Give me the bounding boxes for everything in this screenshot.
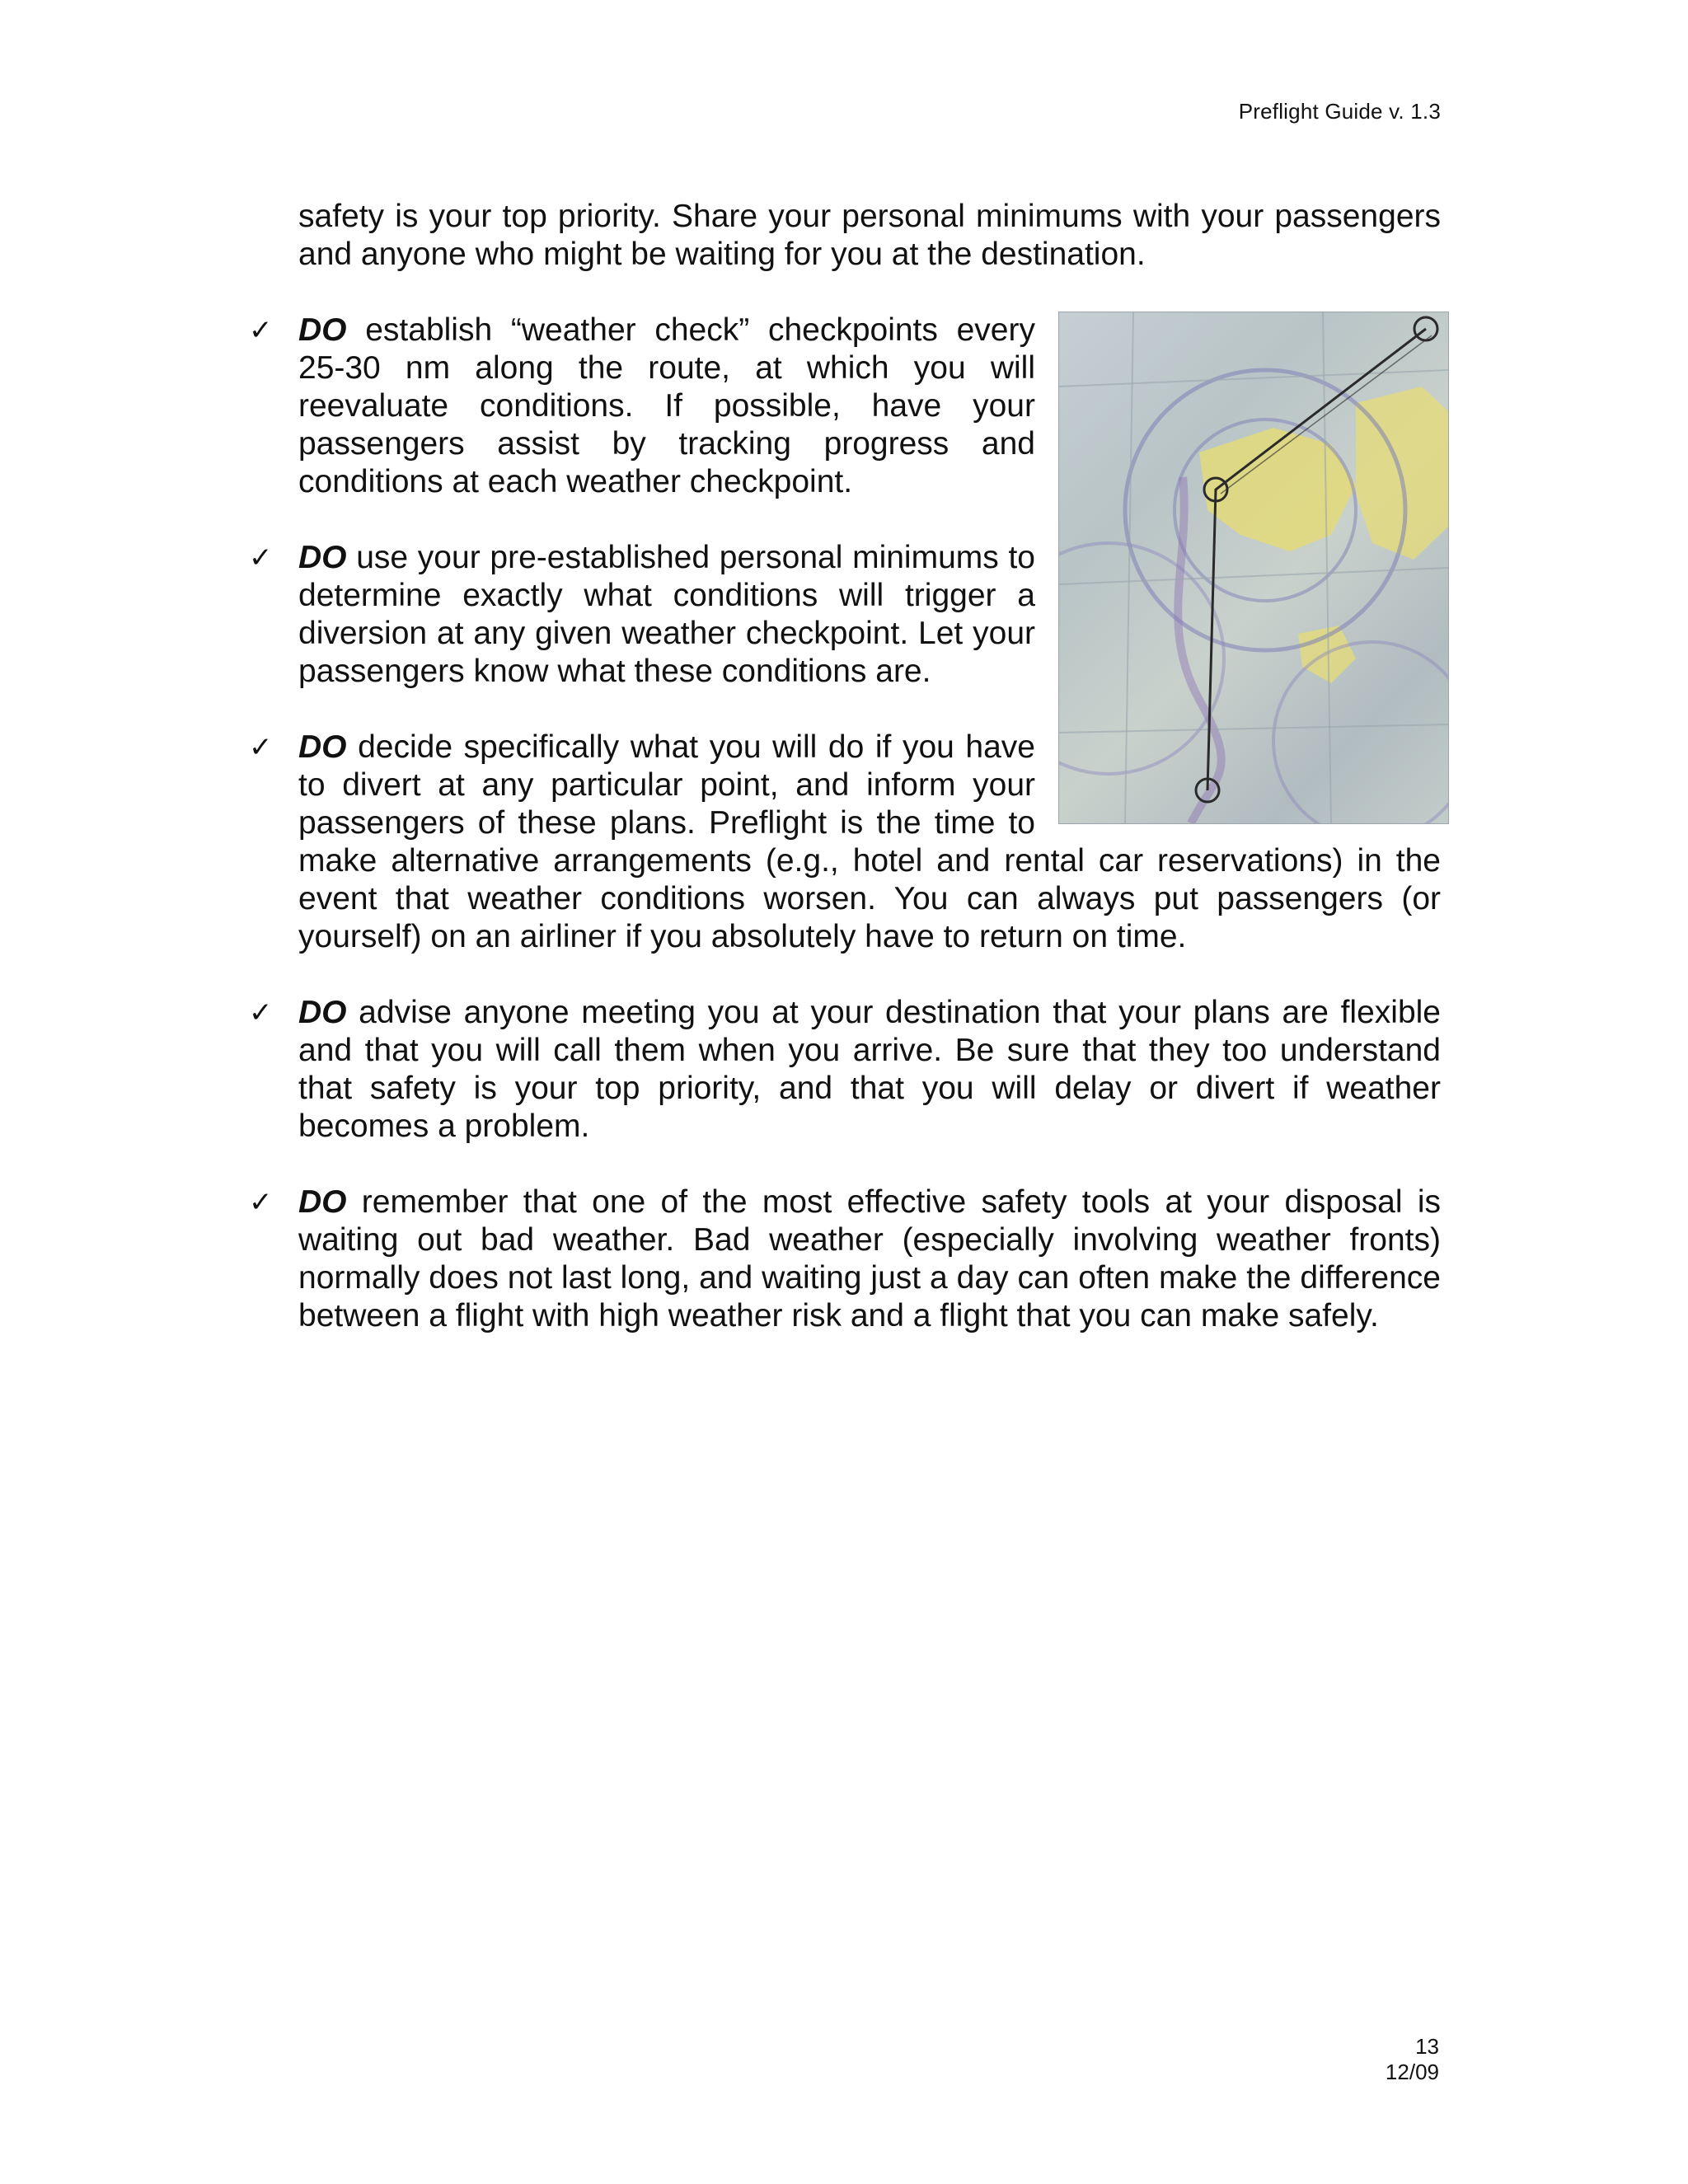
do-label: DO <box>298 1184 347 1220</box>
checkmark-icon: ✓ <box>249 996 273 1029</box>
running-header: Preflight Guide v. 1.3 <box>1238 99 1441 124</box>
list-item <box>249 729 1441 956</box>
list-item <box>249 312 1441 501</box>
bullet-text: decide specifically what you will do if you have to divert at any particular point, and inform your passengers of these plans. Preflight is the time to make alternative arrangements (e.g., hotel and rental car reservations) in the event that weather conditions worsen. You can always put passengers (or yourself) on an airliner if you absolutely have to return on time. <box>298 729 1441 954</box>
do-label: DO <box>298 540 347 575</box>
bullet-list <box>249 312 1441 1335</box>
checkmark-icon: ✓ <box>249 541 273 574</box>
bullet-text: establish “weather check” checkpoints every 25-30 nm along the route, at which you will reevaluate conditions. If possible, have your passengers assist by tracking progress and conditions at each weather checkpoint. <box>298 312 1035 499</box>
checkmark-icon: ✓ <box>249 314 273 347</box>
intro-paragraph: safety is your top priority. Share your personal minimums with your passengers and anyone who might be waiting for you at the destination. <box>298 199 1441 272</box>
page-number: 13 <box>1415 2034 1439 2059</box>
page-body <box>249 198 1441 1373</box>
bullet-text: advise anyone meeting you at your destination that your plans are flexible and that you will call them when you arrive. Be sure that they too understand that safety is your top priority, and that you will delay or divert if weather becomes a problem. <box>298 995 1441 1144</box>
do-label: DO <box>298 995 347 1030</box>
do-label: DO <box>298 312 347 348</box>
bullet-text: remember that one of the most effective safety tools at your disposal is waiting out bad weather. Bad weather (especially involving weather fronts) normally does not last long, and waiting just a day can often make the difference between a flight with high weather risk and a flight that you can make safely. <box>298 1184 1441 1333</box>
checkmark-icon: ✓ <box>249 1186 273 1219</box>
list-item <box>249 994 1441 1146</box>
page-date: 12/09 <box>1385 2060 1439 2084</box>
page-footer <box>1386 2034 1439 2085</box>
checkmark-icon: ✓ <box>249 731 273 764</box>
list-item <box>249 1183 1441 1335</box>
do-label: DO <box>298 729 347 765</box>
bullet-text: use your pre-established personal minimums to determine exactly what conditions will trigger a diversion at any given weather checkpoint. Let your passengers know what these conditions are. <box>298 540 1035 689</box>
list-item <box>249 539 1441 691</box>
